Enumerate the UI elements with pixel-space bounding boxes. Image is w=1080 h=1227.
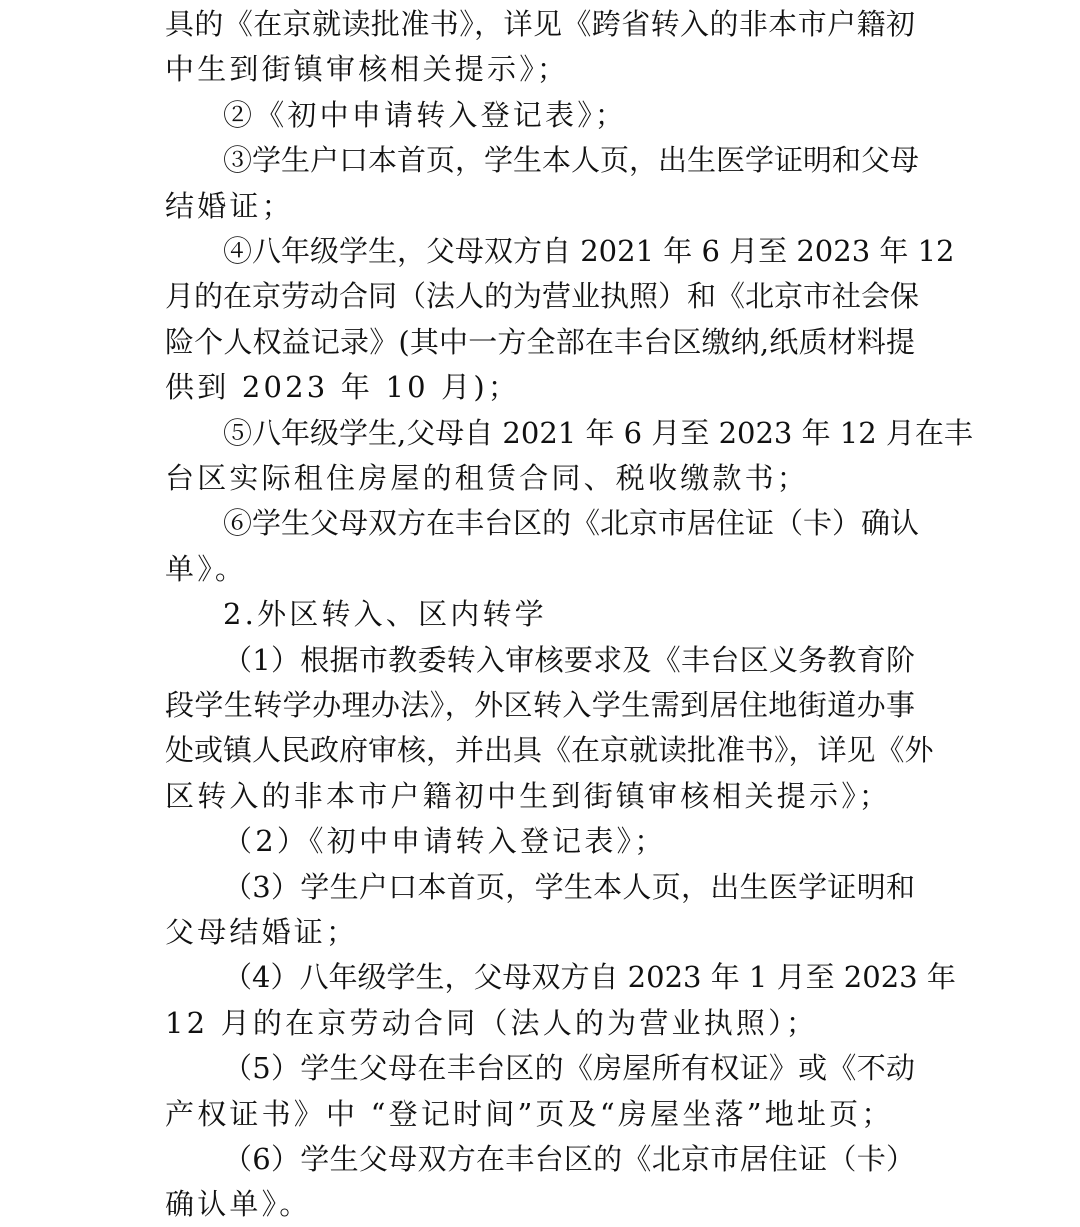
- paragraph-line: 单》。: [165, 552, 248, 586]
- paragraph-line: 段学生转学办理办法》，外区转入学生需到居住地街道办事: [165, 688, 915, 722]
- paragraph-line: 确认单》。: [165, 1187, 312, 1221]
- paragraph-line: 供到 2023 年 10 月)；: [165, 370, 521, 404]
- list-item-3: ③学生户口本首页，学生本人页，出生医学证明和父母: [223, 143, 920, 177]
- list-item-1: （1）根据市教委转入审核要求及《丰台区义务教育阶: [223, 643, 915, 677]
- paragraph-line: 产权证书》中 “登记时间”页及“房屋坐落”地址页；: [165, 1097, 894, 1131]
- paragraph-line: 险个人权益记录》(其中一方全部在丰台区缴纳,纸质材料提: [165, 325, 915, 359]
- list-item-4: （4）八年级学生，父母双方自 2023 年 1 月至 2023 年: [223, 960, 956, 994]
- paragraph-line: 台区实际租住房屋的租赁合同、税收缴款书；: [165, 461, 810, 495]
- list-item-4: ④八年级学生，父母双方自 2021 年 6 月至 2023 年 12: [223, 234, 955, 268]
- paragraph-line: 12 月的在京劳动合同（法人的为营业执照）；: [165, 1006, 819, 1040]
- list-item-2: （2）《初中申请转入登记表》；: [223, 824, 667, 858]
- paragraph-line: 月的在京劳动合同（法人的为营业执照）和《北京市社会保: [165, 279, 920, 313]
- paragraph-line: 结婚证；: [165, 189, 294, 223]
- paragraph-line: 处或镇人民政府审核，并出具《在京就读批准书》，详见《外: [165, 733, 934, 767]
- list-item-6: （6）学生父母双方在丰台区的《北京市居住证（卡）: [223, 1142, 915, 1176]
- list-item-2: ②《初中申请转入登记表》；: [223, 98, 628, 132]
- list-item-5: ⑤八年级学生,父母自 2021 年 6 月至 2023 年 12 月在丰: [223, 416, 973, 450]
- list-item-6: ⑥学生父母双方在丰台区的《北京市居住证（卡）确认: [223, 506, 920, 540]
- paragraph-line: 具的《在京就读批准书》，详见《跨省转入的非本市户籍初: [165, 7, 915, 41]
- list-item-5: （5）学生父母在丰台区的《房屋所有权证》或《不动: [223, 1051, 915, 1085]
- list-item-3: （3）学生户口本首页，学生本人页，出生医学证明和: [223, 870, 915, 904]
- paragraph-line: 区转入的非本市户籍初中生到街镇审核相关提示》；: [165, 779, 892, 813]
- paragraph-line: 中生到街镇审核相关提示》；: [165, 52, 570, 86]
- paragraph-line: 父母结婚证；: [165, 915, 359, 949]
- section-heading: 2.外区转入、区内转学: [223, 597, 547, 631]
